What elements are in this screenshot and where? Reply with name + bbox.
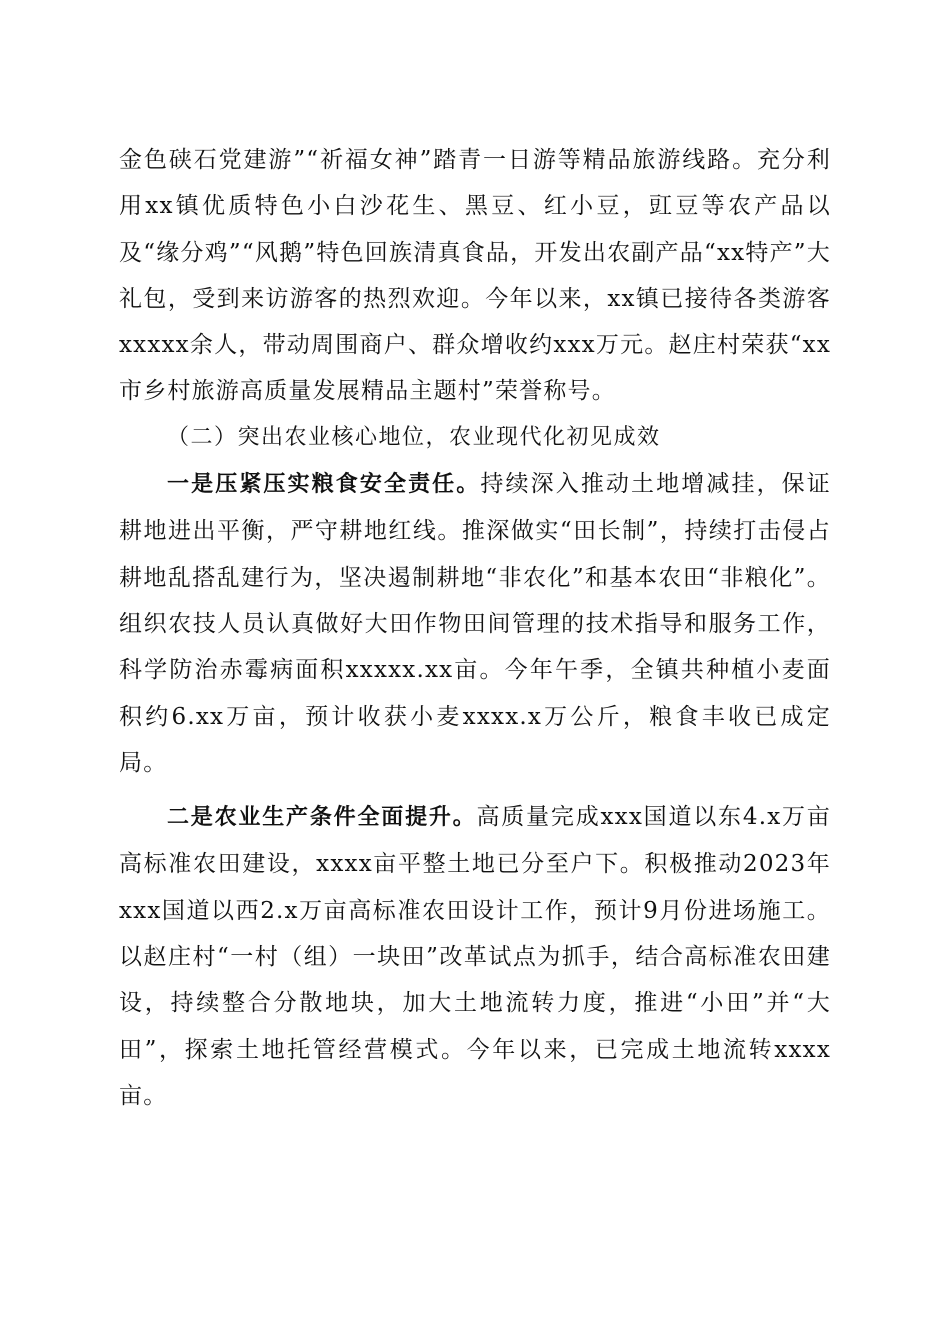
- paragraph-production-conditions: [119, 794, 831, 1119]
- document-body: [119, 137, 831, 1119]
- paragraph-production-conditions-lead: 二是农业生产条件全面提升。: [167, 805, 477, 831]
- paragraph-tourism-text: 金色硖石党建游”“祈福女神”踏青一日游等精品旅游线路。充分利用xx镇优质特色小白沙花生、黑豆、红小豆，豇豆等农产品以及“缘分鸡”“风鹅”特色回族清真食品，开发出农副产品“xx特产”大礼包，受到来访游客的热烈欢迎。今年以来，xx镇已接待各类游客xxxxx余人，带动周围商户、群众增收约xxx万元。赵庄村荣获“xx市乡村旅游高质量发展精品主题村”荣誉称号。: [119, 147, 831, 405]
- paragraph-grain-security-text: 持续深入推动土地增减挂，保证耕地进出平衡，严守耕地红线。推深做实“田长制”，持续打击侵占耕地乱搭乱建行为，坚决遏制耕地“非农化”和基本农田“非粮化”。组织农技人员认真做好大田作物田间管理的技术指导和服务工作，科学防治赤霉病面积xxxxx.xx亩。今年午季，全镇共种植小麦面积约6.xx万亩，预计收获小麦xxxx.x万公斤，粮食丰收已成定局。: [119, 471, 831, 776]
- paragraph-tourism: [119, 137, 831, 415]
- section-heading-agriculture: （二）突出农业核心地位，农业现代化初见成效: [167, 424, 661, 450]
- paragraph-grain-security: [119, 461, 831, 786]
- paragraph-grain-security-lead: 一是压紧压实粮食安全责任。: [167, 472, 481, 498]
- paragraph-production-conditions-text: 高质量完成xxx国道以东4.x万亩高标准农田建设，xxxx亩平整土地已分至户下。积极推动2023年xxx国道以西2.x万亩高标准农田设计工作，预计9月份进场施工。以赵庄村“一村（组）一块田”改革试点为抓手，结合高标准农田建设，持续整合分散地块，加大土地流转力度，推进“小田”并“大田”，探索土地托管经营模式。今年以来，已完成土地流转xxxx亩。: [119, 804, 831, 1109]
